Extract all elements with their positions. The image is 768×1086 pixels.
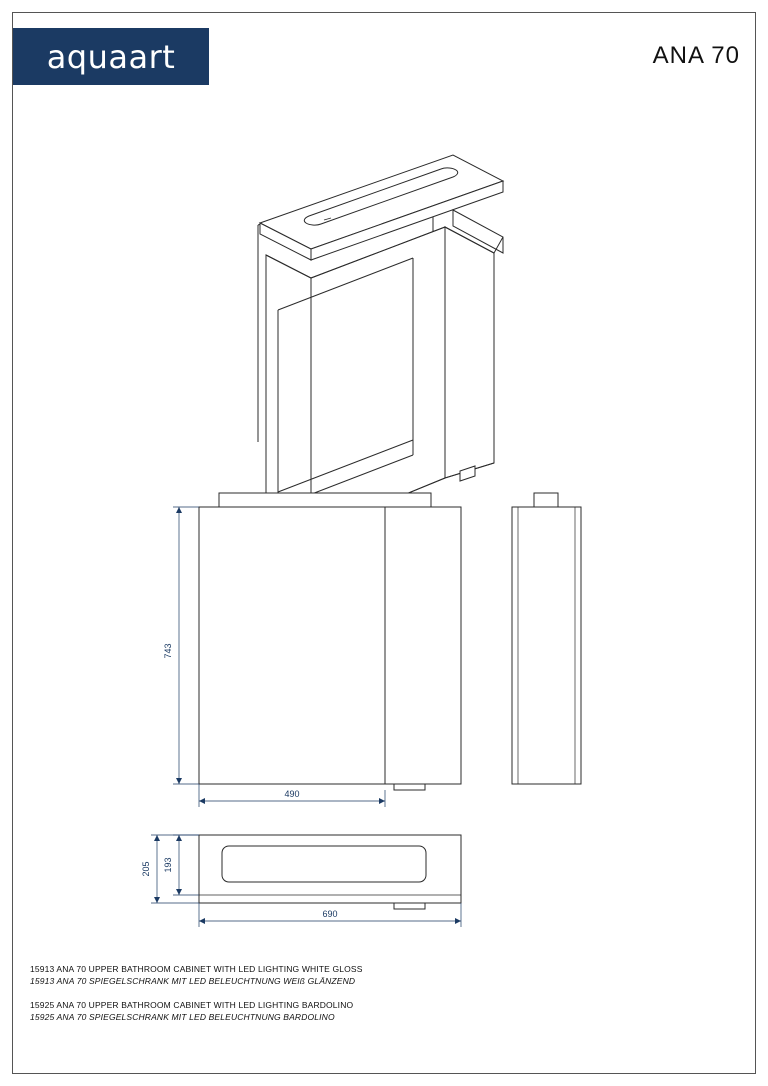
svg-text:743: 743: [163, 643, 173, 659]
side-elevation-view: [512, 493, 581, 784]
caption-en: 15925 ANA 70 UPPER BATHROOM CABINET WITH LED LIGHTING BARDOLINO: [30, 1000, 354, 1010]
top-plan-view: [199, 835, 461, 909]
front-elevation-view: [199, 493, 461, 790]
caption-de: 15925 ANA 70 SPIEGELSCHRANK MIT LED BELEUCHTNUNG BARDOLINO: [30, 1012, 335, 1022]
brand-logo-text: aquaart: [46, 37, 176, 76]
caption-en: 15913 ANA 70 UPPER BATHROOM CABINET WITH LED LIGHTING WHITE GLOSS: [30, 964, 363, 974]
caption-de: 15913 ANA 70 SPIEGELSCHRANK MIT LED BELEUCHTNUNG WEIß GLÄNZEND: [30, 976, 356, 986]
product-captions: [30, 963, 730, 1035]
drawing-area: [13, 95, 755, 955]
brand-logo: [13, 28, 209, 85]
svg-text:690: 690: [322, 909, 338, 919]
svg-text:193: 193: [163, 857, 173, 873]
dimension-door-width: [199, 784, 385, 807]
svg-text:205: 205: [141, 861, 151, 877]
caption-item: [30, 963, 730, 987]
page-title: ANA 70: [652, 42, 740, 69]
dimension-height: [163, 507, 199, 784]
caption-item: [30, 999, 730, 1023]
dimension-depth-inner: [163, 835, 199, 895]
svg-text:490: 490: [284, 789, 300, 799]
isometric-cabinet-view: [258, 155, 503, 533]
